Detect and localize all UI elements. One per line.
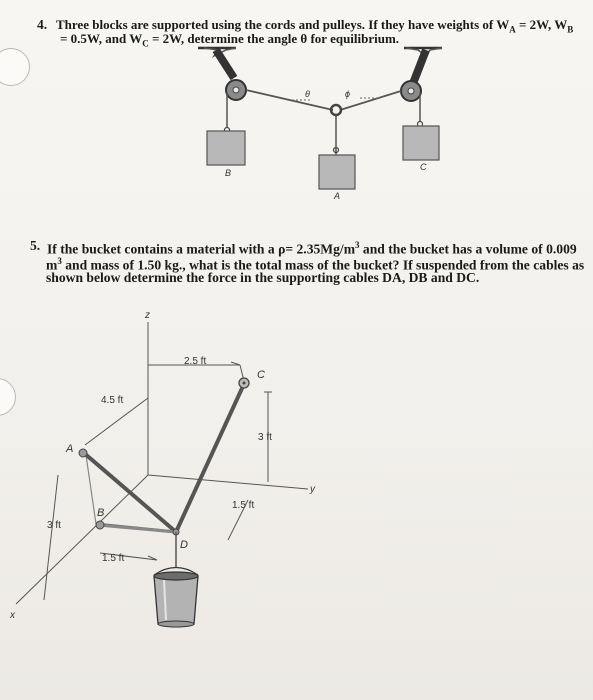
cable-db	[98, 525, 176, 532]
point-b-label: B	[97, 507, 105, 519]
problem-4-text-1: Three blocks are supported using the cords and pulleys. If they have weights of W	[56, 17, 510, 32]
subscript-c: C	[142, 38, 149, 49]
cable-da	[84, 453, 176, 532]
block-b-label: B	[225, 168, 232, 178]
angle-theta-label: θ	[305, 89, 310, 99]
anchor-a	[79, 449, 87, 457]
problem-4-text-2a: = 0.5W, and W	[60, 31, 143, 46]
cord-left-to-ring	[246, 90, 333, 110]
problem-5-text-1a: If the bucket contains a material with a ρ= 2.35Mg/m	[47, 241, 356, 257]
block-c	[403, 126, 439, 160]
y-axis-label: y	[310, 484, 315, 495]
problem-5-text-2c: and mass of 1.50 kg., what is the total mass of the bucket? If suspended from the cables as	[61, 257, 585, 273]
dimension-4-5-ft: 4.5 ft	[101, 395, 124, 406]
block-b	[207, 131, 245, 165]
dimension-2-5-ft: 2.5 ft	[184, 356, 207, 367]
left-ceiling-support	[198, 48, 236, 78]
bucket-figure	[9, 310, 316, 627]
subscript-b: B	[567, 24, 574, 35]
z-axis-label: z	[145, 310, 150, 321]
problem-5-number: 5.	[30, 238, 41, 253]
superscript-3b: 3	[57, 256, 62, 266]
problem-5-line-3: shown below determine the force in the supporting cables DA, DB and DC.	[46, 270, 480, 285]
point-a-label: A	[66, 443, 74, 455]
pulley-figure	[198, 48, 442, 201]
anchor-b	[96, 521, 104, 529]
subscript-a: A	[509, 24, 516, 35]
superscript-3a: 3	[355, 240, 360, 250]
problem-5-text-1c: and the bucket has a volume of 0.009	[359, 241, 577, 257]
x-axis-label: x	[10, 610, 15, 621]
block-a	[319, 155, 355, 189]
problem-5-text-2a: m	[46, 257, 58, 273]
dimension-3-ft-left: 3 ft	[47, 520, 61, 531]
support-rod-ab	[86, 455, 96, 524]
dimension-3-ft-right: 3 ft	[258, 432, 272, 443]
problem-4-text-1b: = 2W, W	[515, 17, 568, 32]
point-d-label: D	[180, 539, 188, 551]
dimension-1-5-ft-bottom: 1.5 ft	[102, 553, 125, 564]
point-c-label: C	[257, 369, 265, 381]
problem-4-text-2c: = 2W, determine the angle θ for equilibrium.	[148, 31, 400, 46]
x-axis	[16, 475, 148, 604]
y-axis	[148, 475, 308, 489]
bucket	[154, 568, 198, 628]
angle-phi-label: ϕ	[345, 89, 351, 99]
dimension-1-5-ft-right: 1.5 ft	[232, 500, 255, 511]
block-c-label: C	[420, 162, 427, 172]
block-a-label: A	[334, 191, 341, 201]
problem-4-number: 4.	[37, 17, 48, 32]
